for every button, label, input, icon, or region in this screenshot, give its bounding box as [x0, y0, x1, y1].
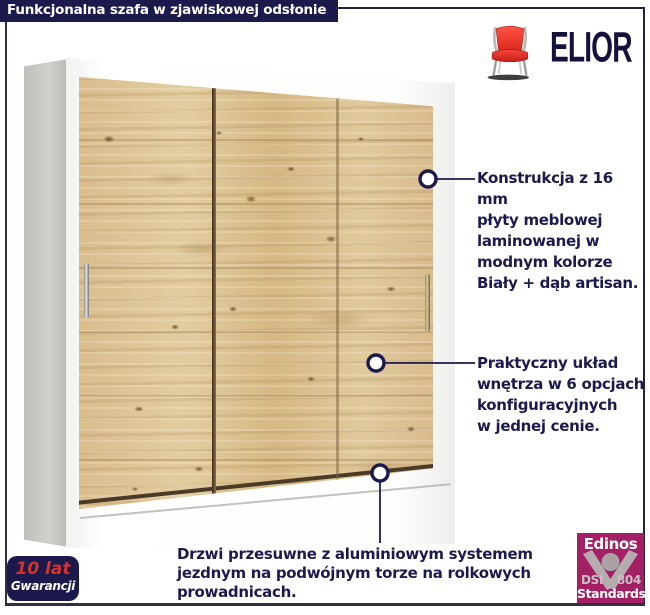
header-title-badge: [0, 0, 338, 22]
wardrobe-sliding-doors: [79, 77, 433, 509]
page-title: Funkcjonalna szafa w zjawiskowej odsłonie: [7, 2, 327, 18]
callout-text-line: Drzwi przesuwne z aluminiowym systemem: [177, 545, 533, 563]
callout-text-line: w jednej cenie.: [477, 417, 600, 435]
door-gap: [336, 77, 339, 509]
callout-text-line: płyty meblowej: [477, 211, 603, 229]
callout-text-line: wnętrza w 6 opcjach: [477, 375, 645, 393]
frame-bottom-line: [5, 603, 645, 606]
door-gap: [212, 77, 216, 509]
callout-text-line: konfiguracyjnych: [477, 396, 618, 414]
frame-left-line: [5, 21, 7, 603]
callout-text-construction: [477, 168, 647, 294]
callout-text-line: Konstrukcja z 16 mm: [477, 169, 613, 208]
brand-name: ELIOR: [550, 23, 632, 71]
warranty-label: Gwarancji: [10, 579, 76, 593]
edinos-804-label: 804: [616, 573, 641, 587]
callout-text-line: modnym kolorze: [477, 253, 613, 271]
wardrobe-side-panel: [24, 59, 68, 547]
door-handle-left: [84, 263, 89, 318]
warranty-years: 10 lat: [15, 559, 71, 579]
edinos-standards-label: Standards: [577, 586, 646, 601]
red-chair-icon: [484, 24, 536, 84]
warranty-badge: [7, 556, 79, 601]
callout-text-interior: [477, 353, 649, 437]
callout-text-line: laminowanej w: [477, 232, 600, 250]
callout-text-line: Praktyczny układ: [477, 354, 619, 372]
callout-text-line: prowadnicach.: [177, 583, 297, 601]
callout-text-doors: [177, 545, 577, 602]
frame-right-line: [643, 7, 645, 605]
edinos-title: Edinos: [583, 535, 638, 553]
callout-text-line: jezdnym na podwójnym torze na rolkowych: [177, 564, 531, 582]
frame-top-line: [326, 7, 645, 9]
callout-text-line: Biały + dąb artisan.: [477, 274, 639, 292]
edinos-dsi-label: DSI: [581, 573, 604, 587]
door-handle-right: [425, 274, 430, 332]
brand-logo: [484, 24, 644, 86]
edinos-badge: [577, 533, 644, 603]
